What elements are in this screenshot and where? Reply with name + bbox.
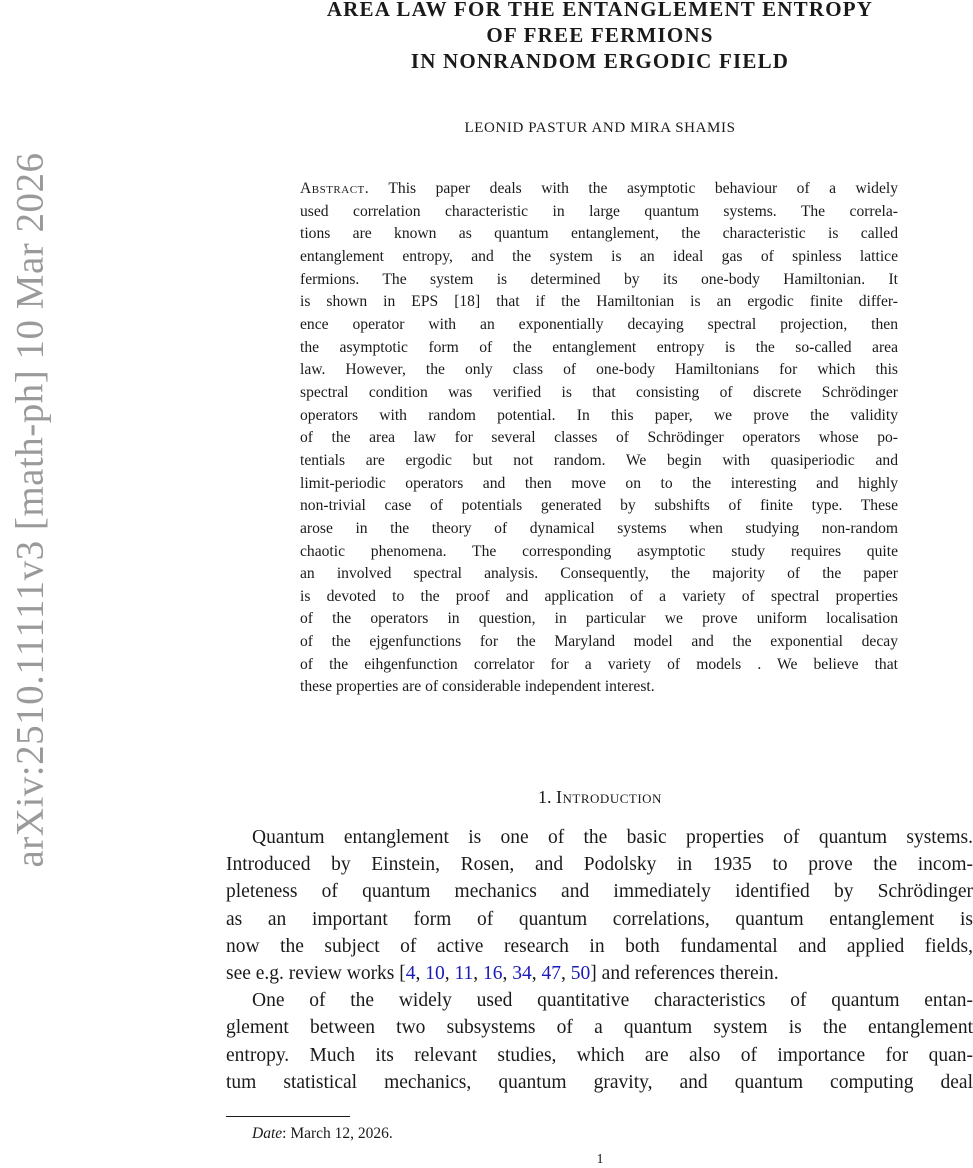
abstract-line: used correlation characteristic in large quantum systems. The correla- [300, 202, 898, 220]
title-line-3: IN NONRANDOM ERGODIC FIELD [410, 49, 790, 73]
paragraph-line: tum statistical mechanics, quantum gravity, and quantum computing deal [226, 1071, 973, 1093]
footnote-divider [226, 1116, 350, 1117]
title-line-2: OF FREE FERMIONS [486, 23, 714, 47]
abstract-line: is devoted to the proof and application of a variety of spectral properties [300, 587, 898, 605]
abstract-line: these properties are of considerable independent interest. [300, 678, 655, 696]
abstract-line: the asymptotic form of the entanglement entropy is the so-called area [300, 338, 898, 356]
date-footnote [252, 1125, 393, 1143]
title-line-1: AREA LAW FOR THE ENTANGLEMENT ENTROPY [326, 0, 874, 21]
paragraph-line: as an important form of quantum correlations, quantum entanglement is [226, 908, 973, 930]
abstract-line: an involved spectral analysis. Consequently, the majority of the paper [300, 565, 898, 583]
abstract-line: of the ejgenfunctions for the Maryland model and the exponential decay [300, 633, 898, 651]
abstract-line: is shown in EPS [18] that if the Hamiltonian is an ergodic finite differ- [300, 293, 898, 311]
paragraph-line: pleteness of quantum mechanics and immediately identified by Schrödinger [226, 881, 973, 903]
abstract-line: entanglement entropy, and the system is an ideal gas of spinless lattice [300, 247, 898, 265]
citation-link[interactable]: 4 [405, 963, 416, 985]
section-heading-introduction [225, 787, 973, 808]
abstract-line: of the eihgenfunction correlator for a variety of models . We believe that [300, 655, 898, 673]
citation-link[interactable]: 47 [541, 963, 562, 985]
page-number: 1 [596, 1152, 604, 1167]
abstract-line: of the area law for several classes of Schrödinger operators whose po- [300, 429, 898, 447]
paragraph-line: Introduced by Einstein, Rosen, and Podolsky in 1935 to prove the incom- [226, 854, 973, 876]
abstract-line: chaotic phenomena. The corresponding asymptotic study requires quite [300, 542, 898, 560]
author-list: LEONID PASTUR AND MIRA SHAMIS [464, 120, 736, 136]
footnote-label: Date [252, 1125, 283, 1142]
footnote-value: : March 12, 2026. [282, 1125, 393, 1142]
citation-link[interactable]: 11 [454, 963, 474, 985]
citation-link[interactable]: 10 [425, 963, 445, 985]
abstract-label: Abstract. [300, 180, 370, 197]
abstract-line: spectral condition was verified is that consisting of discrete Schrödinger [300, 383, 898, 401]
paragraph-line-with-citations: see e.g. review works [4, 10, 11, 16, 34, 47, 50] and references therein. [226, 963, 779, 985]
paragraph-line: One of the widely used quantitative characteristics of quantum entan- [252, 990, 973, 1012]
paragraph-line: entropy. Much its relevant studies, which are also of importance for quan- [226, 1044, 973, 1066]
abstract-line: law. However, the only class of one-body Hamiltonians for which this [300, 361, 898, 379]
arxiv-identifier-stamp [0, 0, 60, 1166]
paragraph-line: glement between two subsystems of a quantum system is the entanglement [226, 1017, 973, 1039]
abstract-line: operators with random potential. In this paper, we prove the validity [300, 406, 898, 424]
arxiv-id-text: arXiv:2510.11111v3 [math-ph] 10 Mar 2026 [8, 152, 52, 868]
section-number: 1. [538, 787, 552, 807]
abstract [300, 178, 898, 699]
abstract-line: ence operator with an exponentially decaying spectral projection, then [300, 315, 898, 333]
citation-link[interactable]: 16 [483, 963, 503, 985]
citation-link[interactable]: 34 [512, 963, 532, 985]
citation-link[interactable]: 50 [570, 963, 591, 985]
abstract-line: of the operators in question, in particular we prove uniform localisation [300, 610, 898, 628]
introduction-body [226, 824, 973, 1096]
abstract-line: fermions. The system is determined by its one-body Hamiltonian. It [300, 270, 898, 288]
paragraph-line: Quantum entanglement is one of the basic properties of quantum systems. [252, 827, 973, 848]
section-name: Introduction [556, 787, 662, 807]
abstract-line: non-trivial case of potentials generated by subshifts of finite type. These [300, 497, 898, 515]
paper-title [225, 0, 973, 74]
abstract-line: arose in the theory of dynamical systems when studying non-random [300, 519, 898, 537]
abstract-line: tions are known as quantum entanglement, the characteristic is called [300, 225, 898, 243]
abstract-line: tentials are ergodic but not random. We begin with quasiperiodic and [300, 451, 898, 469]
abstract-line: limit-periodic operators and then move on to the interesting and highly [300, 474, 898, 492]
abstract-line: Abstract. This paper deals with the asymptotic behaviour of a widely [300, 180, 898, 197]
paragraph-line: now the subject of active research in both fundamental and applied fields, [226, 935, 973, 957]
